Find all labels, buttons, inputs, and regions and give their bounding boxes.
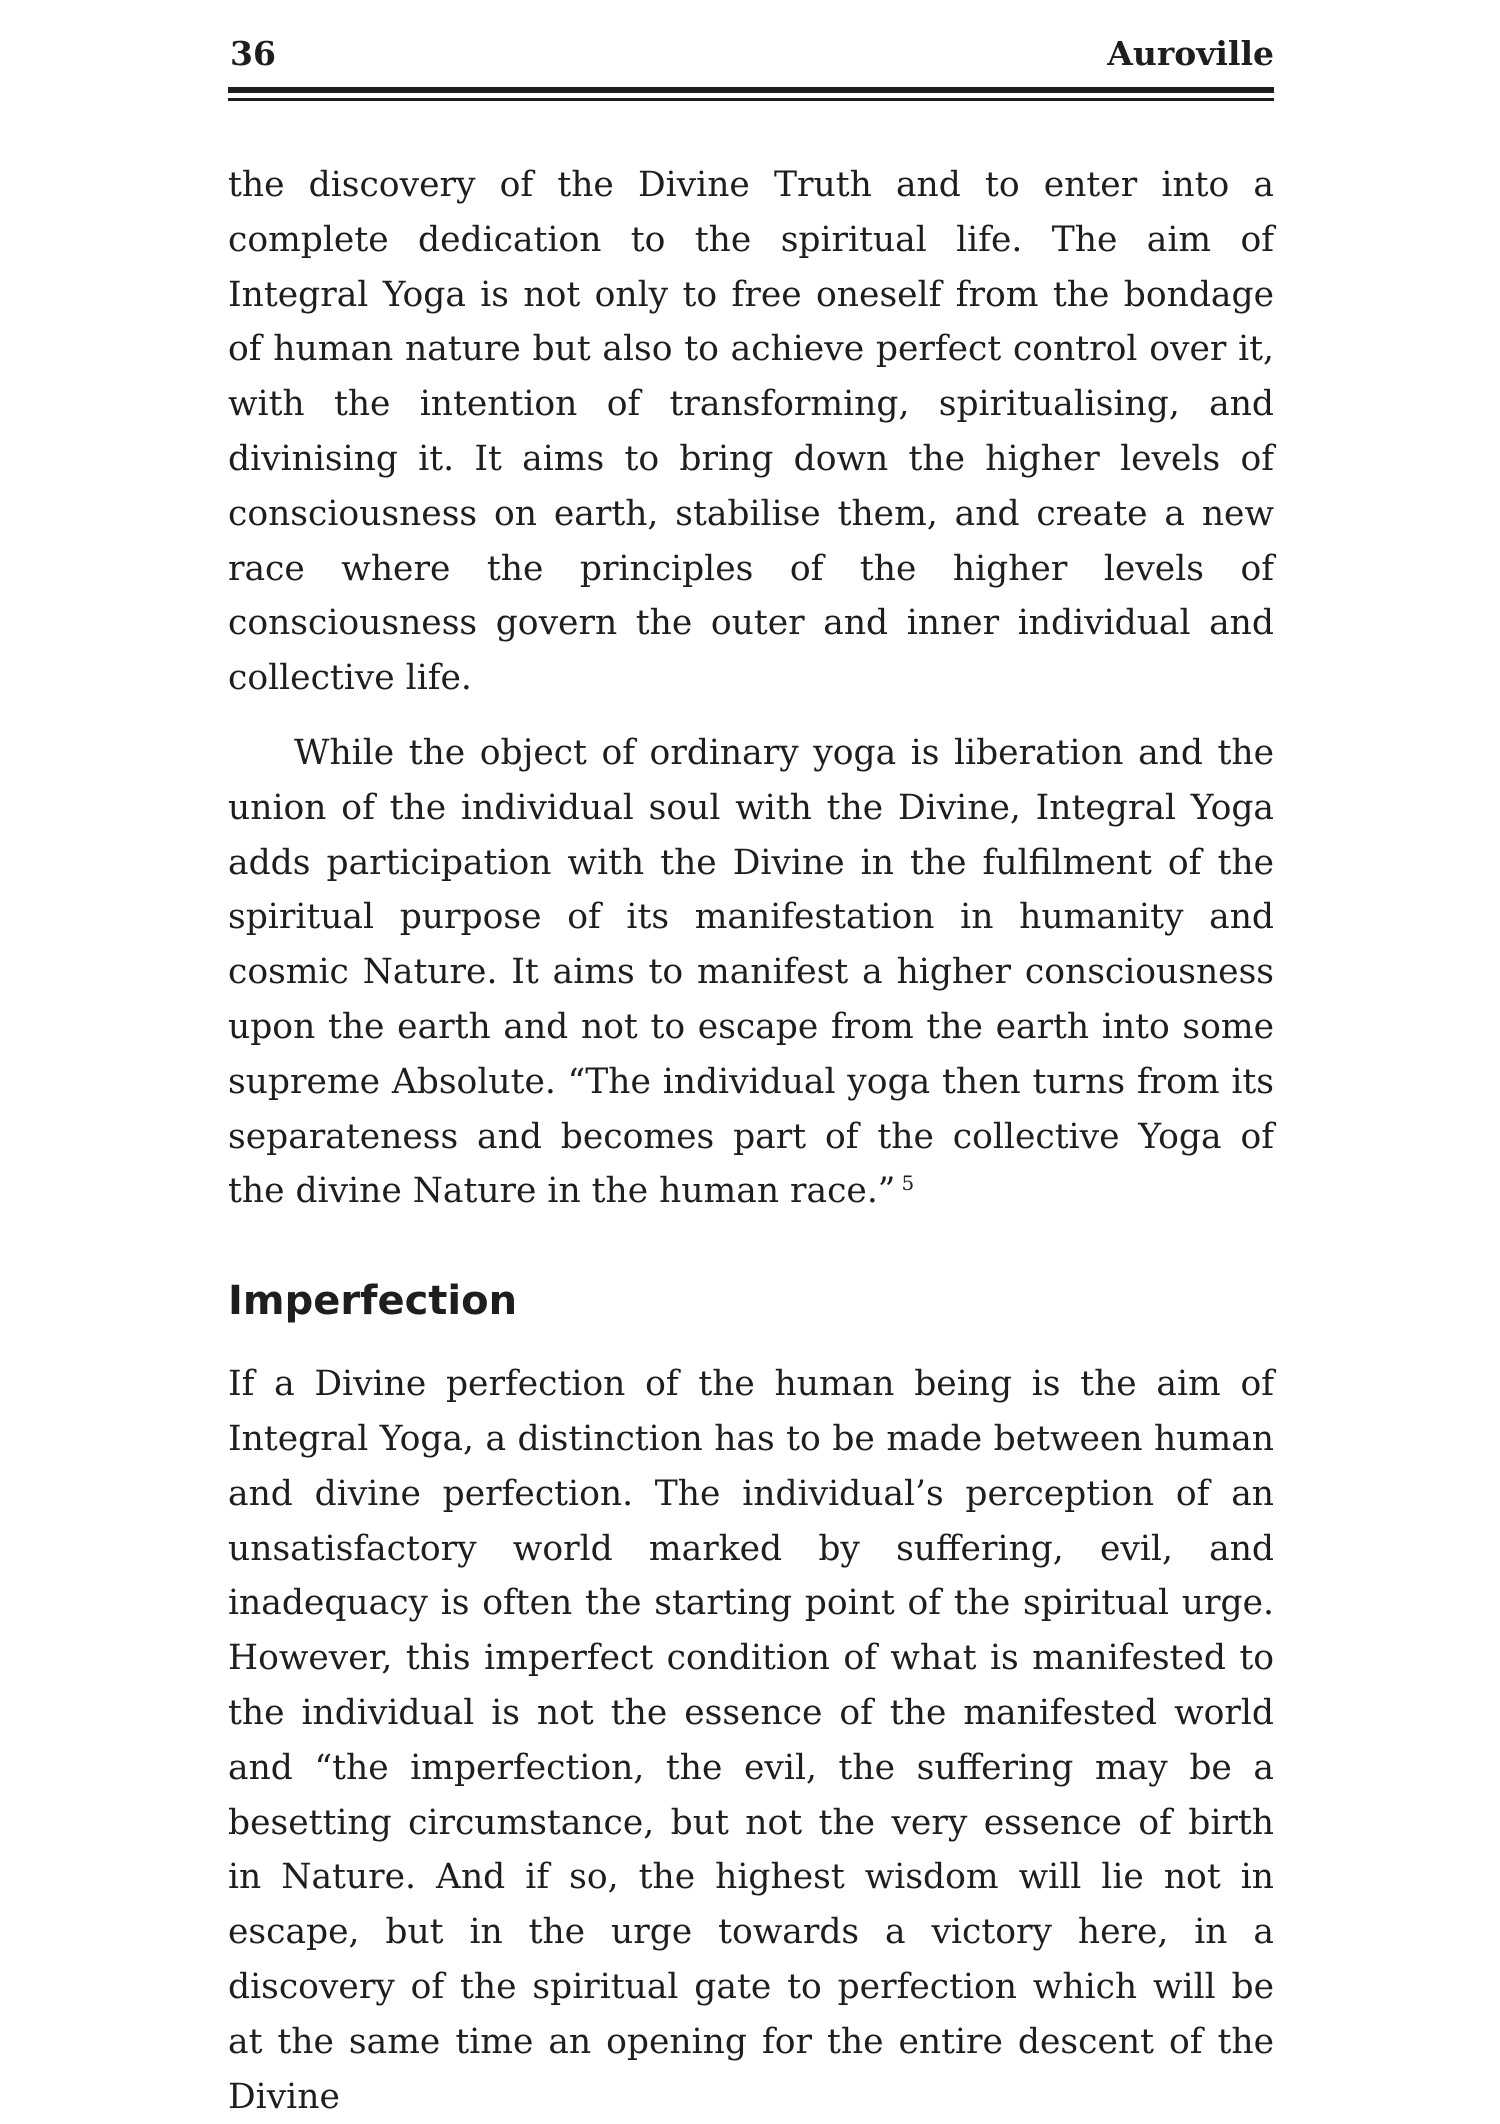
section-heading: Imperfection [228, 1278, 518, 1325]
page-number: 36 [230, 34, 276, 73]
header-rule-thin [228, 98, 1274, 101]
page-body [228, 158, 1274, 2124]
paragraph-2-text: While the object of ordinary yoga is liberation and the union of the individual soul with the Divine, Integral Yoga adds participation with the Divine in the fulfilment of the spiritual purpose of its manifestation in humanity and cosmic Nature. It aims to manifest a higher consciousness upon the earth and not to escape from the earth into some supreme Absolute. “The individual yoga then turns from its separateness and becomes part of the collective Yoga of the divine Nature in the human race.” [228, 732, 1274, 1212]
running-header [228, 28, 1274, 80]
header-rule-thick [228, 87, 1274, 93]
paragraph-3: If a Divine perfection of the human being is the aim of Integral Yoga, a distinction has to be made between human and divine perfection. The individual’s perception of an unsatisfactory world marked by suffering, evil, and inadequacy is often the starting point of the spiritual urge. However, this imperfect condition of what is manifested to the individual is not the essence of the manifested world and “the imperfection, the evil, the suffering may be a besetting circumstance, but not the very essence of birth in Nature. And if so, the highest wisdom will lie not in escape, but in the urge towards a victory here, in a discovery of the spiritual gate to perfection which will be at the same time an opening for the entire descent of the Divine [228, 1364, 1274, 2117]
footnote-ref: 5 [901, 1170, 915, 1195]
running-title: Auroville [1107, 34, 1274, 73]
paragraph-2 [228, 726, 1274, 1219]
book-page [228, 28, 1274, 2117]
paragraph-1: the discovery of the Divine Truth and to enter into a complete dedication to the spiritual life. The aim of Integral Yoga is not only to free oneself from the bondage of human nature but also to achieve perfect control over it, with the intention of transforming, spiritualising, and divinising it. It aims to bring down the higher levels of consciousness on earth, stabilise them, and create a new race where the principles of the higher levels of consciousness govern the outer and inner individual and collective life. [228, 165, 1274, 699]
